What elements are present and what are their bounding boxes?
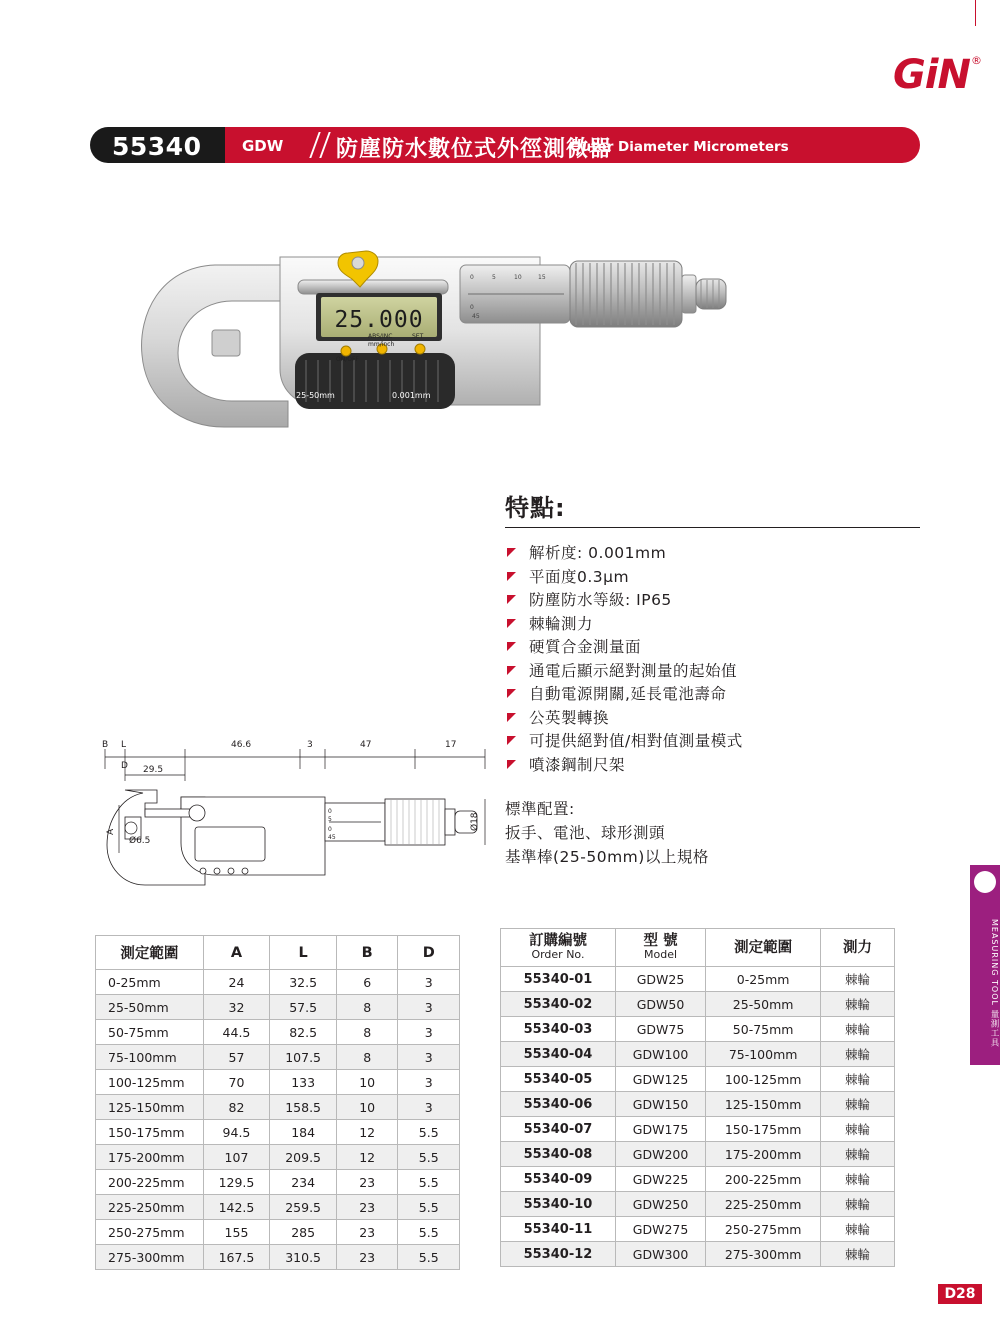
cell-l: 32.5 <box>270 970 337 995</box>
col-model <box>615 929 705 967</box>
feature-item <box>505 589 925 613</box>
cell-range: 100-125mm <box>706 1067 821 1092</box>
feature-text: 公英製轉換 <box>529 708 610 727</box>
product-title-en: Outer Diameter Micrometers <box>570 139 789 155</box>
cell-a: 57 <box>203 1045 270 1070</box>
cell-b: 10 <box>336 1070 398 1095</box>
cell-d: 3 <box>398 1020 460 1045</box>
cell-range: 25-50mm <box>96 995 204 1020</box>
table-row <box>501 992 895 1017</box>
cell-l: 57.5 <box>270 995 337 1020</box>
col-range: 測定範圍 <box>96 936 204 970</box>
cell-force: 棘輪 <box>821 1217 895 1242</box>
cell-force: 棘輪 <box>821 1242 895 1267</box>
feature-text: 平面度0.3μm <box>529 567 630 586</box>
cell-range: 125-150mm <box>706 1092 821 1117</box>
product-photo <box>120 205 740 455</box>
cell-a: 107 <box>203 1145 270 1170</box>
technical-drawing <box>85 735 505 910</box>
cell-a: 70 <box>203 1070 270 1095</box>
bullet-triangle-icon <box>507 572 516 581</box>
svg-text:5: 5 <box>328 816 332 823</box>
standard-config <box>505 797 925 869</box>
table-row <box>501 1167 895 1192</box>
cell-range: 50-75mm <box>706 1017 821 1042</box>
side-tab-label <box>970 901 1000 1061</box>
cell-b: 12 <box>336 1145 398 1170</box>
order-table <box>500 928 895 1267</box>
cell-force: 棘輪 <box>821 1067 895 1092</box>
cell-model: GDW125 <box>615 1067 705 1092</box>
feature-item <box>505 636 925 660</box>
cell-a: 129.5 <box>203 1170 270 1195</box>
feature-text: 解析度: 0.001mm <box>529 544 667 562</box>
cell-model: GDW275 <box>615 1217 705 1242</box>
cell-force: 棘輪 <box>821 1092 895 1117</box>
cell-range: 250-275mm <box>96 1220 204 1245</box>
bullet-triangle-icon <box>507 666 516 675</box>
svg-text:0: 0 <box>328 808 332 815</box>
cell-range: 275-300mm <box>706 1242 821 1267</box>
table-row <box>501 1017 895 1042</box>
cell-a: 24 <box>203 970 270 995</box>
cell-b: 8 <box>336 1020 398 1045</box>
cell-force: 棘輪 <box>821 1017 895 1042</box>
cell-d: 3 <box>398 995 460 1020</box>
cell-b: 6 <box>336 970 398 995</box>
product-code: 55340 <box>112 132 202 161</box>
cell-range: 175-200mm <box>706 1142 821 1167</box>
table-row <box>96 1195 460 1220</box>
cell-l: 285 <box>270 1220 337 1245</box>
table-row <box>96 970 460 995</box>
col-force-cn: 測力 <box>843 939 873 956</box>
cell-range: 0-25mm <box>96 970 204 995</box>
cell-model: GDW25 <box>615 967 705 992</box>
product-title-cn: 防塵防水數位式外徑測微器 <box>336 137 613 162</box>
bullet-triangle-icon <box>507 713 516 722</box>
cell-force: 棘輪 <box>821 1042 895 1067</box>
cell-d: 5.5 <box>398 1220 460 1245</box>
cell-range: 275-300mm <box>96 1245 204 1270</box>
svg-text:3: 3 <box>307 740 313 750</box>
cell-order-no: 55340-02 <box>501 992 616 1017</box>
cell-a: 167.5 <box>203 1245 270 1270</box>
feature-item <box>505 683 925 707</box>
bullet-triangle-icon <box>507 736 516 745</box>
cell-l: 184 <box>270 1120 337 1145</box>
col-order-no-cn: 訂購編號 <box>528 932 587 949</box>
cell-model: GDW300 <box>615 1242 705 1267</box>
cell-order-no: 55340-05 <box>501 1067 616 1092</box>
svg-text:47: 47 <box>360 740 372 750</box>
product-title-bar <box>90 127 920 163</box>
bullet-triangle-icon <box>507 548 516 557</box>
table-header-row <box>96 936 460 970</box>
cell-a: 32 <box>203 995 270 1020</box>
feature-item <box>505 660 925 684</box>
table-row <box>96 1220 460 1245</box>
col-range-cn: 測定範圍 <box>734 939 793 956</box>
table-row <box>96 1095 460 1120</box>
cell-d: 5.5 <box>398 1145 460 1170</box>
cell-l: 107.5 <box>270 1045 337 1070</box>
table-row <box>96 1070 460 1095</box>
table-row <box>96 995 460 1020</box>
feature-item <box>505 754 925 778</box>
feature-item <box>505 730 925 754</box>
bullet-triangle-icon <box>507 619 516 628</box>
svg-text:0: 0 <box>470 274 474 281</box>
cell-a: 94.5 <box>203 1120 270 1145</box>
cell-order-no: 55340-07 <box>501 1117 616 1142</box>
crop-mark <box>975 0 976 26</box>
feature-item <box>505 613 925 637</box>
col-order-no-en: Order No. <box>531 947 585 961</box>
cell-b: 10 <box>336 1095 398 1120</box>
cell-range: 200-225mm <box>706 1167 821 1192</box>
table-row <box>96 1145 460 1170</box>
feature-text: 噴漆鋼制尺架 <box>529 755 626 774</box>
table-row <box>501 1117 895 1142</box>
table-header-row <box>501 929 895 967</box>
table-row <box>96 1020 460 1045</box>
cell-d: 5.5 <box>398 1195 460 1220</box>
cell-b: 8 <box>336 1045 398 1070</box>
cell-order-no: 55340-11 <box>501 1217 616 1242</box>
cell-range: 150-175mm <box>706 1117 821 1142</box>
svg-text:A: A <box>106 828 116 835</box>
registered-mark: ® <box>971 54 982 67</box>
svg-text:ON/OFF: ON/OFF <box>336 356 359 363</box>
cell-order-no: 55340-03 <box>501 1017 616 1042</box>
svg-text:15: 15 <box>538 274 546 281</box>
standard-config-line: 基準棒(25-50mm)以上規格 <box>505 848 709 866</box>
col-d: D <box>398 936 460 970</box>
cell-l: 259.5 <box>270 1195 337 1220</box>
table-row <box>501 1217 895 1242</box>
product-series: GDW <box>242 137 284 155</box>
cell-d: 5.5 <box>398 1120 460 1145</box>
cell-range: 150-175mm <box>96 1120 204 1145</box>
svg-text:45: 45 <box>328 834 336 841</box>
cell-range: 125-150mm <box>96 1095 204 1120</box>
cell-b: 23 <box>336 1170 398 1195</box>
cell-range: 75-100mm <box>96 1045 204 1070</box>
svg-text:B: B <box>102 740 109 750</box>
cell-order-no: 55340-06 <box>501 1092 616 1117</box>
svg-text:0: 0 <box>328 826 332 833</box>
svg-text:L: L <box>121 740 127 750</box>
svg-text:mm/inch: mm/inch <box>368 341 395 348</box>
bullet-triangle-icon <box>507 689 516 698</box>
cell-order-no: 55340-04 <box>501 1042 616 1067</box>
cell-range: 50-75mm <box>96 1020 204 1045</box>
table-row <box>501 1142 895 1167</box>
cell-order-no: 55340-08 <box>501 1142 616 1167</box>
features-divider <box>505 527 920 528</box>
page-number: D28 <box>938 1284 982 1304</box>
side-tab-label-cn: 量測工具 <box>989 1009 999 1048</box>
cell-force: 棘輪 <box>821 1117 895 1142</box>
cell-model: GDW50 <box>615 992 705 1017</box>
cell-range: 175-200mm <box>96 1145 204 1170</box>
table-row <box>96 1170 460 1195</box>
cell-a: 155 <box>203 1220 270 1245</box>
table-row <box>501 1242 895 1267</box>
col-a: A <box>203 936 270 970</box>
svg-text:45: 45 <box>472 313 480 320</box>
cell-d: 5.5 <box>398 1170 460 1195</box>
side-tab-measuring-tool <box>970 865 1000 1065</box>
cell-range: 25-50mm <box>706 992 821 1017</box>
cell-model: GDW175 <box>615 1117 705 1142</box>
cell-force: 棘輪 <box>821 992 895 1017</box>
table-row <box>96 1120 460 1145</box>
side-tab-label-en: MEASURING TOOL <box>990 918 999 1006</box>
cell-b: 23 <box>336 1245 398 1270</box>
feature-text: 棘輪測力 <box>529 614 594 633</box>
features-list <box>505 542 925 777</box>
svg-text:46.6: 46.6 <box>231 740 252 750</box>
svg-text:29.5: 29.5 <box>143 765 164 775</box>
bullet-triangle-icon <box>507 760 516 769</box>
bullet-triangle-icon <box>507 642 516 651</box>
svg-text:0: 0 <box>470 304 474 311</box>
svg-text:ABS/INC: ABS/INC <box>368 333 393 340</box>
cell-model: GDW150 <box>615 1092 705 1117</box>
svg-text:Ø6.5: Ø6.5 <box>129 836 151 846</box>
cell-model: GDW75 <box>615 1017 705 1042</box>
cell-model: GDW225 <box>615 1167 705 1192</box>
table-row <box>96 1045 460 1070</box>
cell-d: 5.5 <box>398 1245 460 1270</box>
cell-force: 棘輪 <box>821 967 895 992</box>
cell-a: 142.5 <box>203 1195 270 1220</box>
cell-range: 200-225mm <box>96 1170 204 1195</box>
cell-order-no: 55340-09 <box>501 1167 616 1192</box>
cell-d: 3 <box>398 1045 460 1070</box>
cell-d: 3 <box>398 1095 460 1120</box>
svg-text:10: 10 <box>514 274 522 281</box>
standard-config-line: 扳手、電池、球形測頭 <box>505 824 666 842</box>
cell-l: 158.5 <box>270 1095 337 1120</box>
cell-range: 250-275mm <box>706 1217 821 1242</box>
svg-text:Ø18: Ø18 <box>470 812 480 831</box>
table-row <box>501 1067 895 1092</box>
gauge-icon <box>974 871 996 893</box>
features-section <box>505 488 925 869</box>
col-model-cn: 型 號 <box>643 932 678 949</box>
feature-text: 硬質合金測量面 <box>529 638 642 656</box>
cell-d: 3 <box>398 1070 460 1095</box>
cell-force: 棘輪 <box>821 1142 895 1167</box>
cell-force: 棘輪 <box>821 1167 895 1192</box>
svg-text:17: 17 <box>445 740 457 750</box>
table-row <box>501 1192 895 1217</box>
table-row <box>501 967 895 992</box>
brand-logo <box>772 52 982 100</box>
cell-range: 75-100mm <box>706 1042 821 1067</box>
cell-a: 44.5 <box>203 1020 270 1045</box>
cell-force: 棘輪 <box>821 1192 895 1217</box>
feature-item <box>505 707 925 731</box>
cell-a: 82 <box>203 1095 270 1120</box>
cell-range: 225-250mm <box>96 1195 204 1220</box>
cell-model: GDW250 <box>615 1192 705 1217</box>
feature-item <box>505 542 925 566</box>
svg-text:25.000: 25.000 <box>334 307 424 333</box>
cell-l: 310.5 <box>270 1245 337 1270</box>
cell-model: GDW200 <box>615 1142 705 1167</box>
cell-l: 82.5 <box>270 1020 337 1045</box>
cell-b: 23 <box>336 1195 398 1220</box>
cell-d: 3 <box>398 970 460 995</box>
cell-l: 209.5 <box>270 1145 337 1170</box>
feature-text: 通電后顯示絕對測量的起始值 <box>529 661 738 680</box>
col-model-en: Model <box>644 947 678 961</box>
feature-text: 防塵防水等級: IP65 <box>529 591 672 609</box>
bullet-triangle-icon <box>507 595 516 604</box>
cell-range: 225-250mm <box>706 1192 821 1217</box>
svg-text:5: 5 <box>492 274 496 281</box>
standard-config-title: 標準配置: <box>505 800 575 818</box>
table-row <box>501 1042 895 1067</box>
svg-text:SET: SET <box>412 333 424 340</box>
cell-b: 23 <box>336 1220 398 1245</box>
cell-order-no: 55340-01 <box>501 967 616 992</box>
brand-logo-text: GiN <box>892 52 970 98</box>
cell-range: 100-125mm <box>96 1070 204 1095</box>
cell-order-no: 55340-10 <box>501 1192 616 1217</box>
dimensions-table <box>95 935 460 1270</box>
cell-b: 8 <box>336 995 398 1020</box>
chevron-right-icon <box>308 127 338 163</box>
feature-text: 自動電源開關,延長電池壽命 <box>529 685 727 703</box>
cell-b: 12 <box>336 1120 398 1145</box>
col-order-no <box>501 929 616 967</box>
feature-item <box>505 566 925 590</box>
cell-order-no: 55340-12 <box>501 1242 616 1267</box>
svg-text:0.001mm: 0.001mm <box>392 391 431 400</box>
col-force <box>821 929 895 967</box>
col-range <box>706 929 821 967</box>
col-l: L <box>270 936 337 970</box>
cell-range: 0-25mm <box>706 967 821 992</box>
col-b: B <box>336 936 398 970</box>
cell-l: 234 <box>270 1170 337 1195</box>
svg-text:D: D <box>121 761 128 771</box>
svg-text:25-50mm: 25-50mm <box>296 391 335 400</box>
cell-l: 133 <box>270 1070 337 1095</box>
cell-model: GDW100 <box>615 1042 705 1067</box>
table-row <box>501 1092 895 1117</box>
table-row <box>96 1245 460 1270</box>
features-heading: 特點: <box>505 494 566 522</box>
feature-text: 可提供絕對值/相對值測量模式 <box>529 732 743 750</box>
